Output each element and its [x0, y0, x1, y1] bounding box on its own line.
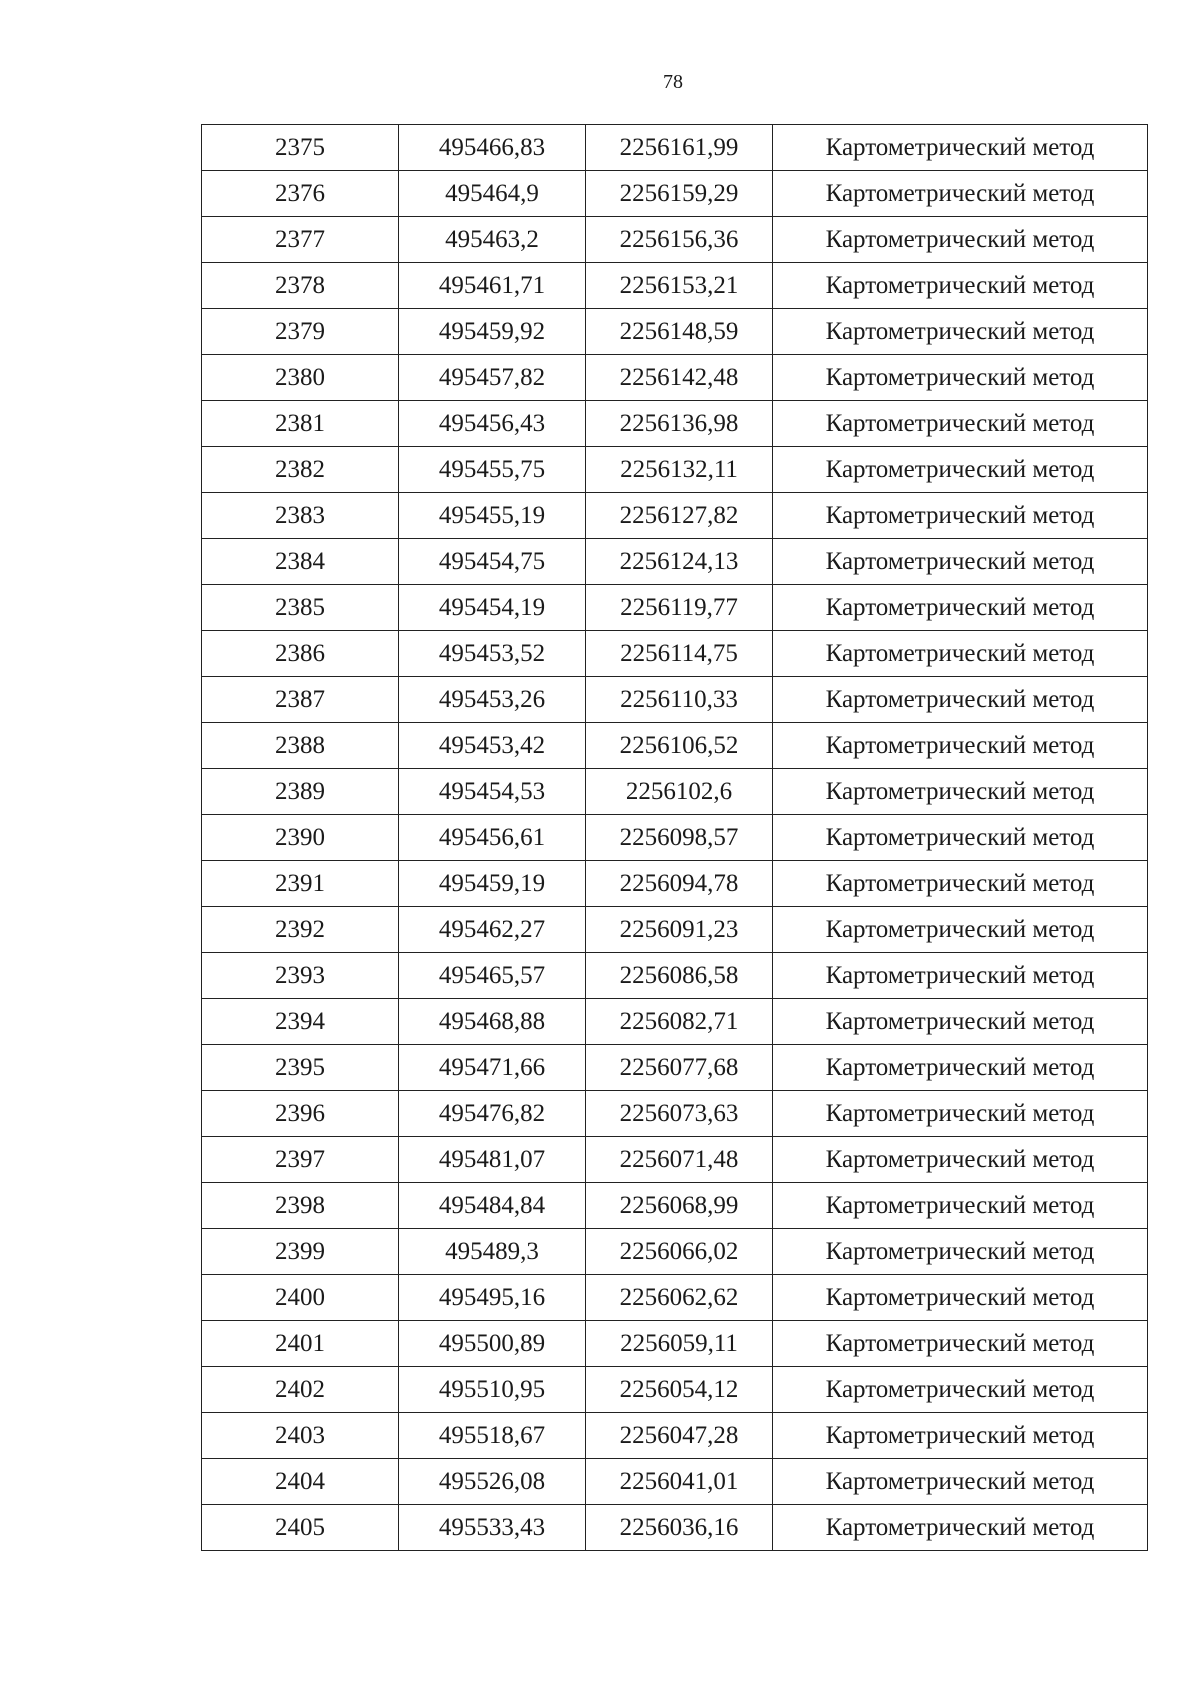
- table-row: [202, 1183, 1148, 1229]
- y-coordinate-cell: 2256086,58: [586, 953, 773, 999]
- y-coordinate-cell: 2256110,33: [586, 677, 773, 723]
- table-row: [202, 1459, 1148, 1505]
- y-coordinate-cell: 2256068,99: [586, 1183, 773, 1229]
- point-number-cell: 2376: [202, 171, 399, 217]
- y-coordinate-cell: 2256077,68: [586, 1045, 773, 1091]
- point-number-cell: 2392: [202, 907, 399, 953]
- method-cell: Картометрический метод: [773, 999, 1148, 1045]
- table-row: [202, 723, 1148, 769]
- table-row: [202, 861, 1148, 907]
- method-cell: Картометрический метод: [773, 1045, 1148, 1091]
- x-coordinate-cell: 495459,92: [399, 309, 586, 355]
- y-coordinate-cell: 2256036,16: [586, 1505, 773, 1551]
- table-row: [202, 1275, 1148, 1321]
- method-cell: Картометрический метод: [773, 1413, 1148, 1459]
- table-row: [202, 401, 1148, 447]
- method-cell: Картометрический метод: [773, 171, 1148, 217]
- point-number-cell: 2389: [202, 769, 399, 815]
- x-coordinate-cell: 495518,67: [399, 1413, 586, 1459]
- x-coordinate-cell: 495453,52: [399, 631, 586, 677]
- method-cell: Картометрический метод: [773, 493, 1148, 539]
- y-coordinate-cell: 2256041,01: [586, 1459, 773, 1505]
- x-coordinate-cell: 495526,08: [399, 1459, 586, 1505]
- table-row: [202, 125, 1148, 171]
- x-coordinate-cell: 495464,9: [399, 171, 586, 217]
- table-row: [202, 953, 1148, 999]
- point-number-cell: 2398: [202, 1183, 399, 1229]
- x-coordinate-cell: 495484,84: [399, 1183, 586, 1229]
- method-cell: Картометрический метод: [773, 861, 1148, 907]
- method-cell: Картометрический метод: [773, 401, 1148, 447]
- y-coordinate-cell: 2256082,71: [586, 999, 773, 1045]
- point-number-cell: 2377: [202, 217, 399, 263]
- point-number-cell: 2399: [202, 1229, 399, 1275]
- method-cell: Картометрический метод: [773, 585, 1148, 631]
- method-cell: Картометрический метод: [773, 309, 1148, 355]
- table-row: [202, 585, 1148, 631]
- point-number-cell: 2378: [202, 263, 399, 309]
- point-number-cell: 2375: [202, 125, 399, 171]
- method-cell: Картометрический метод: [773, 263, 1148, 309]
- x-coordinate-cell: 495468,88: [399, 999, 586, 1045]
- point-number-cell: 2395: [202, 1045, 399, 1091]
- y-coordinate-cell: 2256062,62: [586, 1275, 773, 1321]
- table-row: [202, 1137, 1148, 1183]
- x-coordinate-cell: 495463,2: [399, 217, 586, 263]
- x-coordinate-cell: 495457,82: [399, 355, 586, 401]
- y-coordinate-cell: 2256142,48: [586, 355, 773, 401]
- point-number-cell: 2391: [202, 861, 399, 907]
- y-coordinate-cell: 2256102,6: [586, 769, 773, 815]
- x-coordinate-cell: 495476,82: [399, 1091, 586, 1137]
- x-coordinate-cell: 495489,3: [399, 1229, 586, 1275]
- x-coordinate-cell: 495456,61: [399, 815, 586, 861]
- point-number-cell: 2405: [202, 1505, 399, 1551]
- point-number-cell: 2400: [202, 1275, 399, 1321]
- point-number-cell: 2388: [202, 723, 399, 769]
- point-number-cell: 2396: [202, 1091, 399, 1137]
- point-number-cell: 2401: [202, 1321, 399, 1367]
- y-coordinate-cell: 2256098,57: [586, 815, 773, 861]
- x-coordinate-cell: 495455,75: [399, 447, 586, 493]
- x-coordinate-cell: 495461,71: [399, 263, 586, 309]
- table-row: [202, 1413, 1148, 1459]
- table-row: [202, 263, 1148, 309]
- coordinates-table-body: [202, 125, 1148, 1551]
- table-row: [202, 1505, 1148, 1551]
- point-number-cell: 2404: [202, 1459, 399, 1505]
- table-row: [202, 171, 1148, 217]
- method-cell: Картометрический метод: [773, 355, 1148, 401]
- y-coordinate-cell: 2256059,11: [586, 1321, 773, 1367]
- x-coordinate-cell: 495481,07: [399, 1137, 586, 1183]
- y-coordinate-cell: 2256071,48: [586, 1137, 773, 1183]
- point-number-cell: 2394: [202, 999, 399, 1045]
- table-row: [202, 539, 1148, 585]
- coordinates-table: [201, 124, 1148, 1551]
- method-cell: Картометрический метод: [773, 1505, 1148, 1551]
- x-coordinate-cell: 495510,95: [399, 1367, 586, 1413]
- x-coordinate-cell: 495454,75: [399, 539, 586, 585]
- x-coordinate-cell: 495454,53: [399, 769, 586, 815]
- y-coordinate-cell: 2256094,78: [586, 861, 773, 907]
- page-number-area: [0, 70, 1200, 94]
- point-number-cell: 2402: [202, 1367, 399, 1413]
- table-row: [202, 447, 1148, 493]
- y-coordinate-cell: 2256124,13: [586, 539, 773, 585]
- y-coordinate-cell: 2256106,52: [586, 723, 773, 769]
- table-row: [202, 1045, 1148, 1091]
- y-coordinate-cell: 2256054,12: [586, 1367, 773, 1413]
- table-row: [202, 631, 1148, 677]
- y-coordinate-cell: 2256132,11: [586, 447, 773, 493]
- point-number-cell: 2390: [202, 815, 399, 861]
- method-cell: Картометрический метод: [773, 1275, 1148, 1321]
- y-coordinate-cell: 2256047,28: [586, 1413, 773, 1459]
- table-row: [202, 355, 1148, 401]
- point-number-cell: 2393: [202, 953, 399, 999]
- method-cell: Картометрический метод: [773, 815, 1148, 861]
- method-cell: Картометрический метод: [773, 769, 1148, 815]
- table-row: [202, 309, 1148, 355]
- point-number-cell: 2379: [202, 309, 399, 355]
- y-coordinate-cell: 2256159,29: [586, 171, 773, 217]
- x-coordinate-cell: 495495,16: [399, 1275, 586, 1321]
- table-row: [202, 493, 1148, 539]
- y-coordinate-cell: 2256119,77: [586, 585, 773, 631]
- x-coordinate-cell: 495533,43: [399, 1505, 586, 1551]
- x-coordinate-cell: 495454,19: [399, 585, 586, 631]
- method-cell: Картометрический метод: [773, 1459, 1148, 1505]
- table-row: [202, 999, 1148, 1045]
- table-row: [202, 217, 1148, 263]
- y-coordinate-cell: 2256091,23: [586, 907, 773, 953]
- method-cell: Картометрический метод: [773, 1367, 1148, 1413]
- y-coordinate-cell: 2256148,59: [586, 309, 773, 355]
- method-cell: Картометрический метод: [773, 1137, 1148, 1183]
- y-coordinate-cell: 2256156,36: [586, 217, 773, 263]
- point-number-cell: 2382: [202, 447, 399, 493]
- table-row: [202, 815, 1148, 861]
- method-cell: Картометрический метод: [773, 631, 1148, 677]
- y-coordinate-cell: 2256073,63: [586, 1091, 773, 1137]
- method-cell: Картометрический метод: [773, 1229, 1148, 1275]
- y-coordinate-cell: 2256066,02: [586, 1229, 773, 1275]
- table-row: [202, 1091, 1148, 1137]
- method-cell: Картометрический метод: [773, 723, 1148, 769]
- point-number-cell: 2385: [202, 585, 399, 631]
- table-row: [202, 1321, 1148, 1367]
- x-coordinate-cell: 495455,19: [399, 493, 586, 539]
- method-cell: Картометрический метод: [773, 677, 1148, 723]
- point-number-cell: 2380: [202, 355, 399, 401]
- point-number-cell: 2386: [202, 631, 399, 677]
- method-cell: Картометрический метод: [773, 447, 1148, 493]
- point-number-cell: 2384: [202, 539, 399, 585]
- x-coordinate-cell: 495453,42: [399, 723, 586, 769]
- x-coordinate-cell: 495500,89: [399, 1321, 586, 1367]
- method-cell: Картометрический метод: [773, 539, 1148, 585]
- x-coordinate-cell: 495471,66: [399, 1045, 586, 1091]
- method-cell: Картометрический метод: [773, 953, 1148, 999]
- point-number-cell: 2387: [202, 677, 399, 723]
- y-coordinate-cell: 2256127,82: [586, 493, 773, 539]
- x-coordinate-cell: 495466,83: [399, 125, 586, 171]
- x-coordinate-cell: 495456,43: [399, 401, 586, 447]
- page-number: 78: [663, 71, 683, 93]
- method-cell: Картометрический метод: [773, 217, 1148, 263]
- table-row: [202, 677, 1148, 723]
- table-row: [202, 907, 1148, 953]
- method-cell: Картометрический метод: [773, 907, 1148, 953]
- x-coordinate-cell: 495462,27: [399, 907, 586, 953]
- x-coordinate-cell: 495465,57: [399, 953, 586, 999]
- table-row: [202, 1229, 1148, 1275]
- method-cell: Картометрический метод: [773, 1321, 1148, 1367]
- point-number-cell: 2383: [202, 493, 399, 539]
- method-cell: Картометрический метод: [773, 1091, 1148, 1137]
- y-coordinate-cell: 2256136,98: [586, 401, 773, 447]
- y-coordinate-cell: 2256161,99: [586, 125, 773, 171]
- method-cell: Картометрический метод: [773, 125, 1148, 171]
- table-row: [202, 769, 1148, 815]
- y-coordinate-cell: 2256153,21: [586, 263, 773, 309]
- point-number-cell: 2397: [202, 1137, 399, 1183]
- point-number-cell: 2381: [202, 401, 399, 447]
- table-row: [202, 1367, 1148, 1413]
- x-coordinate-cell: 495459,19: [399, 861, 586, 907]
- y-coordinate-cell: 2256114,75: [586, 631, 773, 677]
- point-number-cell: 2403: [202, 1413, 399, 1459]
- method-cell: Картометрический метод: [773, 1183, 1148, 1229]
- x-coordinate-cell: 495453,26: [399, 677, 586, 723]
